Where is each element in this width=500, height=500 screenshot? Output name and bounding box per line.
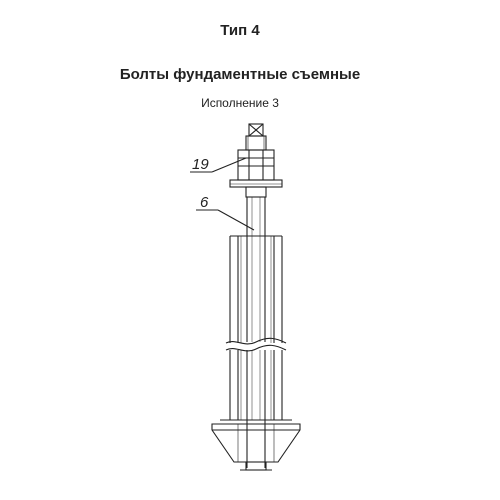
nut xyxy=(238,150,274,180)
lower-thread xyxy=(246,187,266,197)
callout-nut-number: 19 xyxy=(192,156,209,173)
variant-label: Исполнение 3 xyxy=(201,96,279,110)
main-title: Болты фундаментные съемные xyxy=(119,66,361,83)
break-line xyxy=(226,338,286,351)
anchor-cone xyxy=(212,420,300,462)
bolt-bottom-end xyxy=(240,462,272,470)
bolt-end-square xyxy=(249,124,263,136)
washer xyxy=(230,180,282,187)
callout-bolt-number: 6 xyxy=(200,194,209,211)
sleeve-lower xyxy=(230,350,282,420)
bolt-shank xyxy=(247,197,265,468)
upper-thread xyxy=(246,136,266,150)
sleeve-upper xyxy=(230,236,282,343)
type-title: Тип 4 xyxy=(220,22,260,39)
